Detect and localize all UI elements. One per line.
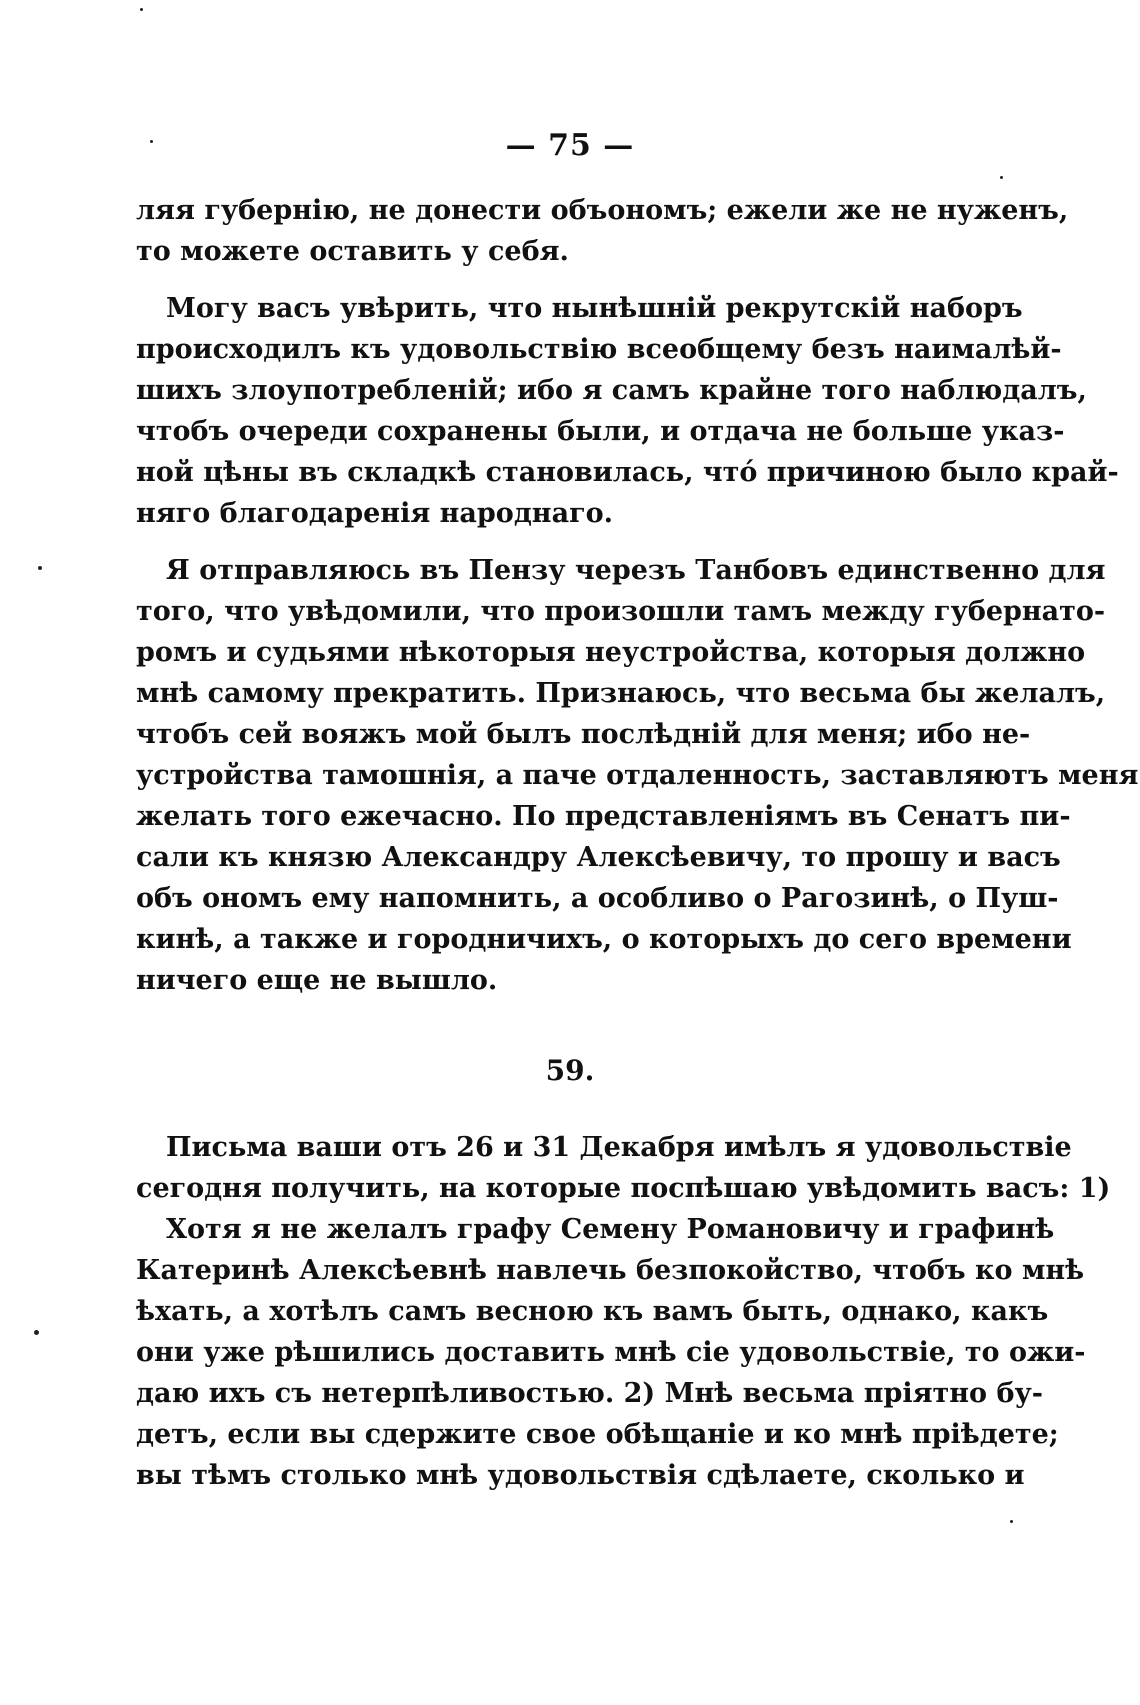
scan-speck (34, 1330, 39, 1335)
scan-speck (38, 566, 42, 570)
text-line: чтобъ очереди сохранены были, и отдача не больше указ- (136, 416, 1065, 447)
text-line: сегодня получить, на которые поспѣшаю увѣдомить васъ: 1) (136, 1173, 1111, 1204)
text-line: ляя губернію, не донести объономъ; ежели же не нуженъ, (136, 195, 1069, 226)
text-line: ной цѣны въ складкѣ становилась, чтó причиною было край- (136, 457, 1119, 488)
text-line: Письма ваши отъ 26 и 31 Декабря имѣлъ я удовольствіе (166, 1132, 1072, 1163)
page-number: — 75 — (505, 128, 635, 163)
letter-number: 59. (545, 1054, 595, 1087)
text-line: желать того ежечасно. По представленіямъ въ Сенатъ пи- (136, 801, 1071, 832)
scan-speck (140, 8, 143, 11)
text-line: Могу васъ увѣрить, что нынѣшній рекрутскій наборъ (166, 293, 1023, 324)
text-line: няго благодаренія народнаго. (136, 498, 614, 529)
text-line: Катеринѣ Алексѣевнѣ навлечь безпокойство, чтобъ ко мнѣ (136, 1255, 1085, 1286)
text-line: Я отправляюсь въ Пензу черезъ Танбовъ единственно для (166, 555, 1106, 586)
text-block-top (136, 190, 1139, 1001)
scan-speck (1000, 176, 1003, 179)
text-block-bottom (136, 1127, 1111, 1496)
text-line: даю ихъ съ нетерпѣливостью. 2) Мнѣ весьма пріятно бу- (136, 1378, 1043, 1409)
text-line: детъ, если вы сдержите свое обѣщаніе и ко мнѣ пріѣдете; (136, 1419, 1059, 1450)
text-line: Хотя я не желалъ графу Семену Романовичу и графинѣ (166, 1214, 1055, 1245)
text-line: то можете оставить у себя. (136, 236, 569, 267)
text-line: происходилъ къ удовольствію всеобщему безъ наималѣй- (136, 334, 1062, 365)
text-line: чтобъ сей вояжъ мой былъ послѣдній для меня; ибо не- (136, 719, 1031, 750)
text-line: мнѣ самому прекратить. Признаюсь, что весьма бы желалъ, (136, 678, 1106, 709)
scan-speck (1010, 1520, 1013, 1523)
text-line: вы тѣмъ столько мнѣ удовольствія сдѣлаете, сколько и (136, 1460, 1025, 1491)
text-line: ѣхать, а хотѣлъ самъ весною къ вамъ быть, однако, какъ (136, 1296, 1049, 1327)
text-line: ромъ и судьями нѣкоторыя неустройства, которыя должно (136, 637, 1086, 668)
text-line: объ ономъ ему напомнить, а особливо о Рагозинѣ, о Пуш- (136, 883, 1059, 914)
text-line: шихъ злоупотребленій; ибо я самъ крайне того наблюдалъ, (136, 375, 1087, 406)
text-line: они уже рѣшились доставить мнѣ сіе удовольствіе, то ожи- (136, 1337, 1086, 1368)
text-line: кинѣ, а также и городничихъ, о которыхъ до сего времени (136, 924, 1072, 955)
text-line: сали къ князю Александру Алексѣевичу, то прошу и васъ (136, 842, 1061, 873)
text-line: устройства тамошнія, а паче отдаленность, заставляютъ меня (136, 760, 1139, 791)
text-line: ничего еще не вышло. (136, 965, 498, 996)
text-line: того, что увѣдомили, что произошли тамъ между губернато- (136, 596, 1106, 627)
